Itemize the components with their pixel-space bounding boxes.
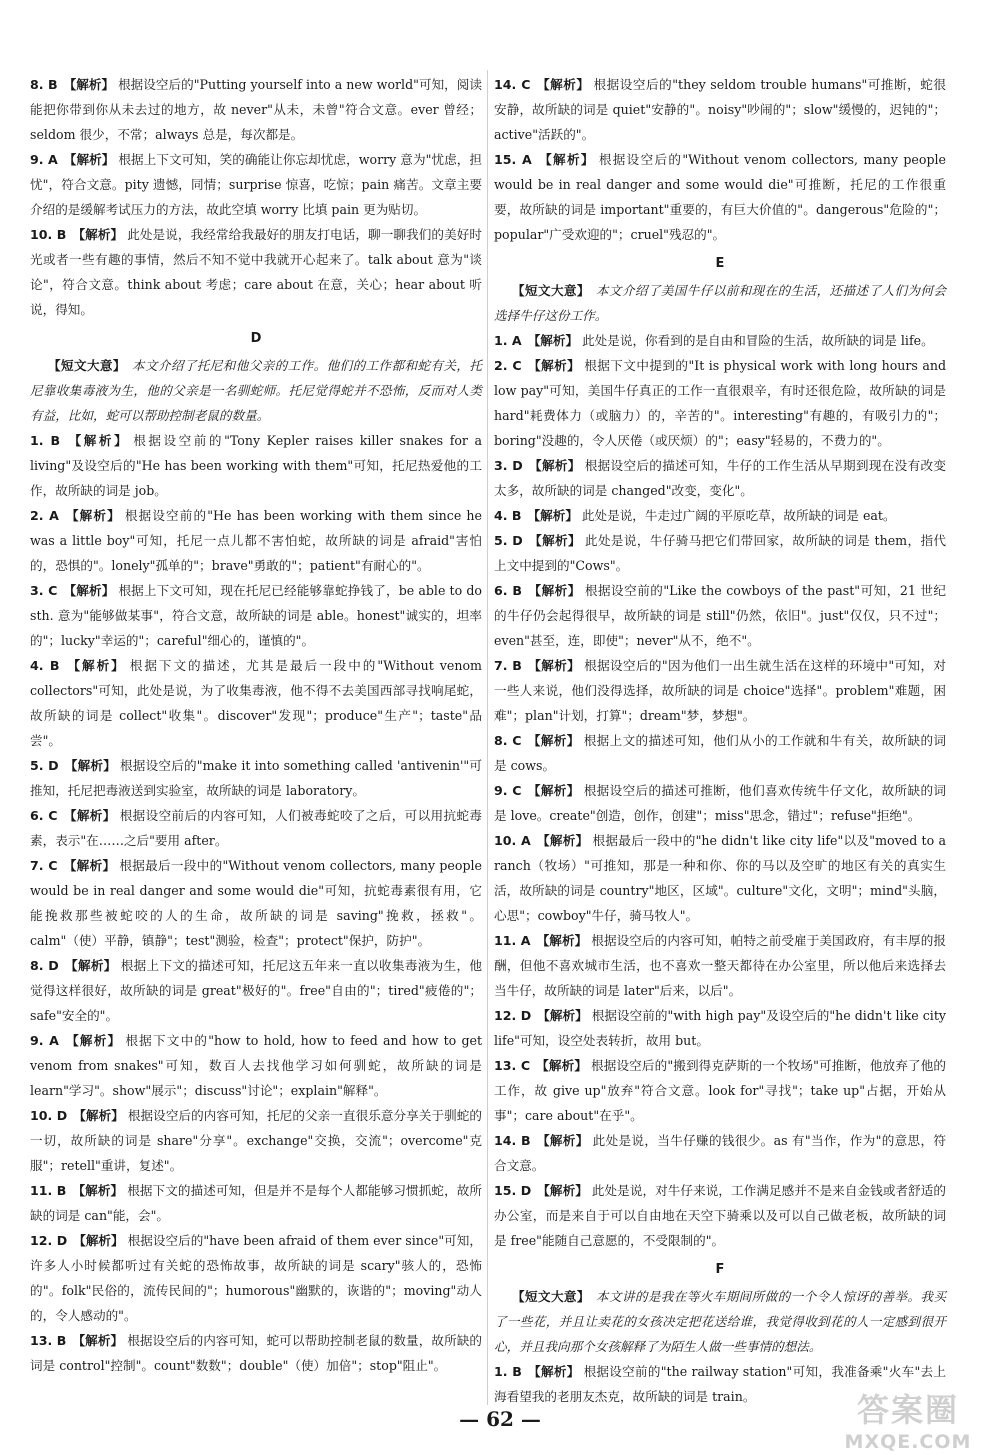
passage-summary	[494, 1284, 946, 1359]
passage-summary	[30, 353, 482, 428]
summary-tag: 【短文大意】	[48, 358, 126, 373]
answer-number: 13. C	[494, 1058, 531, 1073]
analysis-text: 根据设空后的描述可知，牛仔的工作生活从早期到现在没有改变太多，故所缺的词是 changed"改变，变化"。	[494, 458, 947, 498]
analysis-tag: 【解析】	[73, 1233, 124, 1248]
answer-number: 4. B	[494, 508, 522, 523]
analysis-text: 根据设空前的"He has been working with them since he was a little boy"可知，托尼一点儿都不害怕蛇，故所缺的词是 afraid"害怕的，恐惧的"。lonely"孤单的"；brave"勇敢的"；patient"有耐心的"。	[30, 508, 482, 573]
answer-number: 9. A	[30, 1033, 59, 1048]
analysis-text: 根据设空后的描述可推断，他们喜欢传统牛仔文化，故所缺的词是 love。create"创造，创作，创建"；miss"思念，错过"；refuse"拒绝"。	[494, 783, 947, 823]
analysis-tag: 【解析】	[527, 333, 579, 348]
analysis-tag: 【解析】	[527, 358, 581, 373]
analysis-tag: 【解析】	[63, 858, 116, 873]
page-number: — 62 —	[459, 1407, 541, 1431]
answer-number: 5. D	[494, 533, 523, 548]
section-heading: D	[250, 331, 262, 346]
analysis-tag: 【解析】	[528, 533, 581, 548]
summary-text: 本文介绍了美国牛仔以前和现在的生活，还描述了人们为何会选择牛仔这份工作。	[494, 283, 947, 323]
answer-item	[494, 928, 946, 1003]
answer-item	[30, 1328, 482, 1378]
analysis-text: 根据设空前的"Like the cowboys of the past"可知，21 世纪的牛仔仍会起得很早，故所缺的词是 still"仍然，依旧"。just"仅仅，只不过"；even"甚至，连，即使"；never"从不，绝不"。	[494, 583, 947, 648]
analysis-tag: 【解析】	[527, 733, 580, 748]
answer-item	[30, 853, 482, 953]
answer-number: 8. B	[30, 77, 58, 92]
answer-number: 1. B	[30, 433, 61, 448]
analysis-text: 根据设空后的"have been afraid of them ever since"可知，许多人小时候都听过有关蛇的恐怖故事，故所缺的词是 scary"骇人的，恐怖的"。folk"民俗的，流传民间的"；humorous"幽默的，诙谐的"；moving"动人的，令人感动的"。	[30, 1233, 482, 1323]
answer-number: 1. A	[494, 333, 522, 348]
answer-item	[494, 653, 946, 728]
analysis-tag: 【解析】	[72, 227, 124, 242]
answer-number: 1. B	[494, 1364, 522, 1379]
analysis-text: 此处是说，牛走过广阔的平原吃草，故所缺的词是 eat。	[581, 508, 896, 523]
analysis-tag: 【解析】	[528, 583, 581, 598]
analysis-text: 此处是说，对牛仔来说，工作满足感并不是来自金钱或者舒适的办公室，而是来自于可以自由地在天空下骑乘以及可以自己做老板，故所缺的词是 free"能随自己意愿的，不受限制的"。	[494, 1183, 947, 1248]
analysis-tag: 【解析】	[527, 508, 578, 523]
answer-number: 2. C	[494, 358, 522, 373]
analysis-text: 根据上下文的描述可知，托尼这五年来一直以收集毒液为生，他觉得这样很好，故所缺的词是 great"极好的"。free"自由的"；tired"疲倦的"；safe"安全的"。	[30, 958, 483, 1023]
answer-item	[494, 1178, 946, 1253]
answer-number: 15. A	[494, 152, 532, 167]
answer-item	[30, 753, 482, 803]
answer-item	[30, 1103, 482, 1178]
watermark-top: 答案圈	[856, 1391, 959, 1429]
analysis-text: 此处是说，当牛仔赚的钱很少。as 有"当作，作为"的意思，符合文意。	[494, 1133, 946, 1173]
answer-number: 6. B	[494, 583, 523, 598]
answer-number: 10. A	[494, 833, 531, 848]
answer-item	[494, 503, 946, 528]
analysis-text: 根据最后一段中的"Without venom collectors, many people would be in real danger and some would die"可知，抗蛇毒素很有用，它能挽救那些被蛇咬的人的生命，故所缺的词是 saving"挽救，拯救"。calm"（使）平静，镇静"；test"测验，检查"；protect"保护，防护"。	[30, 858, 483, 948]
answer-item	[494, 578, 946, 653]
analysis-text: 根据设空后的内容可知，托尼的父亲一直很乐意分享关于驯蛇的一切，故所缺的词是 share"分享"。exchange"交换，交流"；overcome"克服"；retell"重讲，复述"。	[30, 1108, 483, 1173]
analysis-text: 根据设空后的"Without venom collectors, many people would be in real danger and some would die"可推断，托尼的工作很重要，故所缺的词是 important"重要的，有巨大价值的"。dangerous"危险的"；popular"广受欢迎的"；cruel"残忍的"。	[494, 152, 947, 242]
answer-number: 9. A	[30, 152, 58, 167]
analysis-tag: 【解析】	[72, 1333, 124, 1348]
answer-item	[494, 1053, 946, 1128]
analysis-tag: 【解析】	[66, 433, 130, 448]
answer-number: 9. C	[494, 783, 522, 798]
answer-item	[494, 328, 946, 353]
analysis-text: 根据设空后的"搬到得克萨斯的一个牧场"可推断，他放弃了他的工作，故 give up"放弃"符合文意。look for"寻找"；take up"占据，开始从事"；care about"在乎"。	[494, 1058, 947, 1123]
answer-item	[30, 653, 482, 753]
answer-number: 7. C	[30, 858, 58, 873]
summary-tag: 【短文大意】	[512, 1289, 590, 1304]
analysis-tag: 【解析】	[537, 1183, 588, 1198]
analysis-text: 根据设空后的内容可知，帕特之前受雇于美国政府，有丰厚的报酬，但他不喜欢城市生活，也不喜欢一整天都待在办公室里，所以他后来选择去当牛仔，故所缺的词是 later"后来，以后"。	[494, 933, 947, 998]
answer-number: 8. C	[494, 733, 522, 748]
analysis-text: 根据最后一段中的"he didn't like city life"以及"moved to a ranch（牧场）"可推知，那是一种和你、你的马以及空旷的地区有关的真实生活，故所缺的词是 country"地区，区域"。culture"文化，文明"；mind"头脑，心思"；cowboy"牛仔，骑马牧人"。	[494, 833, 946, 923]
answer-number: 2. A	[30, 508, 59, 523]
answer-item	[494, 72, 946, 147]
watermark-bottom: MXQE.COM	[844, 1431, 972, 1453]
answer-number: 3. C	[30, 583, 58, 598]
answer-number: 15. D	[494, 1183, 532, 1198]
answer-item	[30, 578, 482, 653]
analysis-tag: 【解析】	[63, 77, 115, 92]
answer-item	[494, 1128, 946, 1178]
answer-number: 8. D	[30, 958, 59, 973]
analysis-tag: 【解析】	[527, 658, 581, 673]
answer-number: 13. B	[30, 1333, 67, 1348]
passage-summary	[494, 278, 946, 328]
analysis-text: 根据上下文可知，现在托尼已经能够靠蛇挣钱了，be able to do sth. 意为"能够做某事"，符合文意，故所缺的词是 able。honest"诚实的，坦率的"；lucky"幸运的"；careful"细心的，谨慎的"。	[30, 583, 482, 648]
answer-item	[494, 353, 946, 453]
analysis-tag: 【解析】	[63, 152, 115, 167]
analysis-text: 根据上下文可知，笑的确能让你忘却忧虑，worry 意为"忧虑，担忧"，符合文意。pity 遗憾，同情；surprise 惊喜，吃惊；pain 痛苦。文章主要介绍的是缓解考试压力的方法，故此空填 worry 比填 pain 更为贴切。	[30, 152, 482, 217]
analysis-text: 根据设空前的"with high pay"及设空后的"he didn't like city life"可知，设空处表转折，故用 but。	[494, 1008, 946, 1048]
analysis-tag: 【解析】	[64, 508, 121, 523]
analysis-tag: 【解析】	[64, 758, 116, 773]
analysis-tag: 【解析】	[527, 1364, 580, 1379]
analysis-text: 根据设空后的"they seldom trouble humans"可推断，蛇很安静，故所缺的词是 quiet"安静的"。noisy"吵闹的"；slow"缓慢的，迟钝的"；active"活跃的"。	[494, 77, 946, 142]
analysis-tag: 【解析】	[536, 933, 588, 948]
watermark-logo	[834, 1385, 982, 1453]
answer-number: 4. B	[30, 658, 60, 673]
analysis-tag: 【解析】	[537, 152, 595, 167]
analysis-tag: 【解析】	[536, 1058, 588, 1073]
answer-item	[30, 428, 482, 503]
answer-number: 12. D	[494, 1008, 532, 1023]
analysis-tag: 【解析】	[536, 77, 590, 92]
analysis-tag: 【解析】	[536, 833, 589, 848]
section-heading: F	[715, 1262, 725, 1277]
analysis-text: 根据设空后的内容可知，蛇可以帮助控制老鼠的数量，故所缺的词是 control"控制"。count"数数"；double"（使）加倍"；stop"阻止"。	[30, 1333, 483, 1373]
answer-item	[30, 1178, 482, 1228]
answer-number: 3. D	[494, 458, 523, 473]
answer-item	[494, 1003, 946, 1053]
analysis-tag: 【解析】	[537, 1008, 588, 1023]
analysis-text: 此处是说，牛仔骑马把它们带回家，故所缺的词是 them，指代上文中提到的"Cows"。	[494, 533, 947, 573]
analysis-text: 根据下文中提到的"It is physical work with long hours and low pay"可知，美国牛仔真正的工作一直很艰辛，有时还很危险，故所缺的词是 hard"耗费体力（或脑力）的，辛苦的"。interesting"有趣的，有吸引力的"；boring"没趣的，令人厌倦（或厌烦）的"；easy"轻易的，不费力的"。	[494, 358, 947, 448]
answer-item	[30, 1028, 482, 1103]
analysis-text: 根据上文的描述可知，他们从小的工作就和牛有关，故所缺的词是 cows。	[494, 733, 947, 773]
analysis-text: 根据设空前的"Tony Kepler raises killer snakes for a living"及设空后的"He has been working with them"可知，托尼热爱他的工作，故所缺的词是 job。	[30, 433, 483, 498]
answer-number: 11. A	[494, 933, 531, 948]
summary-text: 本文讲的是我在等火车期间所做的一个令人惊讶的善举。我买了一些花，并且让卖花的女孩决定把花送给谁，我觉得收到花的人一定感到很开心，并且我向那个女孩解释了为陌生人做一些事情的想法。	[494, 1289, 947, 1354]
analysis-text: 根据下文的描述，尤其是最后一段中的"Without venom collectors"可知，此处是说，为了收集毒液，他不得不去美国西部寻找响尾蛇，故所缺的词是 collect"收集"。discover"发现"；produce"生产"；taste"品尝"。	[30, 658, 483, 748]
analysis-tag: 【解析】	[528, 458, 581, 473]
answer-item	[30, 72, 482, 147]
analysis-tag: 【解析】	[64, 958, 117, 973]
answer-item	[494, 147, 946, 247]
analysis-tag: 【解析】	[72, 1183, 124, 1198]
analysis-text: 此处是说，我经常给我最好的朋友打电话，聊一聊我们的美好时光或者一些有趣的事情，然后不知不觉中我就开心起来了。talk about 意为"谈论"，符合文意。think about 考虑；care about 在意，关心；hear about 听说，得知。	[30, 227, 483, 317]
answer-number: 14. C	[494, 77, 531, 92]
analysis-tag: 【解析】	[63, 583, 115, 598]
answer-item	[494, 778, 946, 828]
left-column	[30, 72, 482, 1378]
answer-number: 10. D	[30, 1108, 68, 1123]
answer-item	[30, 803, 482, 853]
analysis-tag: 【解析】	[64, 1033, 122, 1048]
answer-number: 10. B	[30, 227, 67, 242]
analysis-text: 根据设空后的"make it into something called 'antivenin'"可推知，托尼把毒液送到实验室，故所缺的词是 laboratory。	[30, 758, 483, 798]
analysis-tag: 【解析】	[65, 658, 126, 673]
analysis-text: 此处是说，你看到的是自由和冒险的生活，故所缺的词是 life。	[582, 333, 934, 348]
summary-text: 本文介绍了托尼和他父亲的工作。他们的工作都和蛇有关，托尼靠收集毒液为生，他的父亲是一名驯蛇师。托尼觉得蛇并不恐怖，反而对人类有益，比如，蛇可以帮助控制老鼠的数量。	[30, 358, 483, 423]
analysis-text: 根据设空后的"因为他们一出生就生活在这样的环境中"可知，对一些人来说，他们没得选择，故所缺的词是 choice"选择"。problem"难题，困难"；plan"计划，打算"；dream"梦，梦想"。	[494, 658, 947, 723]
section-heading: E	[715, 256, 725, 271]
answer-item	[494, 453, 946, 503]
analysis-text: 根据设空前后的内容可知，人们被毒蛇咬了之后，可以用抗蛇毒素，表示"在……之后"要用 after。	[30, 808, 483, 848]
answer-number: 6. C	[30, 808, 58, 823]
answer-item	[30, 503, 482, 578]
summary-tag: 【短文大意】	[512, 283, 590, 298]
analysis-text: 根据下文的描述可知，但是并不是每个人都能够习惯抓蛇，故所缺的词是 can"能，会"。	[30, 1183, 483, 1223]
right-column	[494, 72, 946, 1409]
analysis-tag: 【解析】	[73, 1108, 124, 1123]
answer-item	[30, 222, 482, 322]
answer-number: 7. B	[494, 658, 522, 673]
answer-item	[494, 828, 946, 928]
answer-item	[494, 728, 946, 778]
answer-number: 14. B	[494, 1133, 531, 1148]
answer-item	[30, 1228, 482, 1328]
answer-number: 5. D	[30, 758, 59, 773]
analysis-tag: 【解析】	[527, 783, 580, 798]
analysis-tag: 【解析】	[536, 1133, 589, 1148]
analysis-text: 根据设空后的"Putting yourself into a new world"可知，阅读能把你带到你从未去过的地方，故 never"从未，未曾"符合文意。ever 曾经；seldom 很少，不常；always 总是，每次都是。	[30, 77, 483, 142]
answer-item	[30, 147, 482, 222]
answer-number: 12. D	[30, 1233, 68, 1248]
analysis-tag: 【解析】	[63, 808, 116, 823]
answer-item	[494, 528, 946, 578]
answer-item	[30, 953, 482, 1028]
answer-number: 11. B	[30, 1183, 67, 1198]
analysis-text: 根据设空前的"the railway station"可知，我准备乘"火车"去上海看望我的老朋友杰克，故所缺的词是 train。	[494, 1364, 947, 1404]
column-divider	[487, 70, 488, 1405]
analysis-text: 根据下文中的"how to hold, how to feed and how to get venom from snakes"可知，数百人去找他学习如何驯蛇，故所缺的词是 learn"学习"。show"展示"；discuss"讨论"；explain"解释"。	[30, 1033, 483, 1098]
